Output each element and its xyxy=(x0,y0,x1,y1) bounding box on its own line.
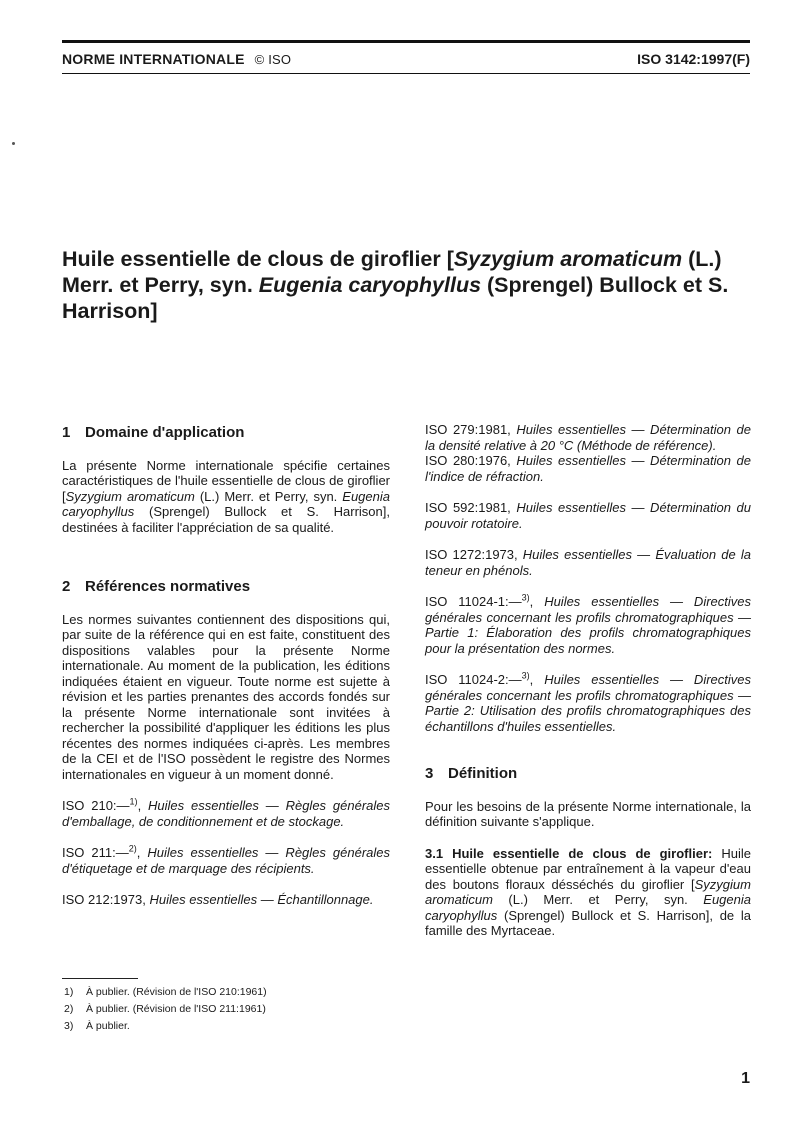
document-title xyxy=(62,246,752,324)
definition-3-1: 3.1 Huile essentielle de clous de giroflier: Huile essentielle obtenue par entraînement à la vapeur d'eau des boutons floraux désséchés du giroflier [Syzygium aromaticum (L.) Merr. et Perry, syn. Eugenia caryophyllus (Sprengel) Bullock et S. Harrison], de la famille des Myrtaceae. xyxy=(425,845,751,938)
section-2-title: Références normatives xyxy=(85,578,251,595)
left-column xyxy=(62,425,390,908)
reference-iso-11024-2: ISO 11024-2:—$^{3)}$, Huiles essentielles — Directives générales concernant les profils chromatographiques — Partie 2: Utilisation des profils chromatographiques des échantillons d'huiles essentielles. xyxy=(425,670,751,734)
margin-mark xyxy=(12,142,15,145)
section-2-heading xyxy=(62,579,390,595)
section-1-text: La présente Norme internationale spécifie certaines caractéristiques de l'huile essentielle de clous de giroflier [Syzygium aromaticum (L.) Merr. et Perry, syn. Eugenia caryophyllus (Sprengel) Bullock et S. Harrison], destinées à faciliter l'appréciation de sa qualité. xyxy=(62,457,390,535)
header-title: NORME INTERNATIONALE xyxy=(62,51,245,67)
section-3-number: 3 xyxy=(425,765,434,782)
section-2-number: 2 xyxy=(62,578,71,595)
reference-iso-211: ISO 211:—$^{2)}$, Huiles essentielles — Règles générales d'étiquetage et de marquage des récipients. xyxy=(62,843,390,876)
footnote-2: 2) À publier. (Révision de l'ISO 211:1961) xyxy=(64,1003,266,1015)
page-number: 1 xyxy=(741,1070,750,1087)
right-column xyxy=(425,422,751,939)
top-rule xyxy=(62,40,750,43)
section-3-title: Définition xyxy=(448,765,518,782)
title-italic-2: Eugenia caryophyllus xyxy=(258,273,482,297)
header-copyright: © ISO xyxy=(254,52,292,67)
section-1-title: Domaine d'application xyxy=(85,424,245,441)
reference-iso-280: ISO 280:1976, Huiles essentielles — Détermination de l'indice de réfraction. xyxy=(425,453,751,484)
reference-iso-592: ISO 592:1981, Huiles essentielles — Détermination du pouvoir rotatoire. xyxy=(425,500,751,531)
section-3-intro: Pour les besoins de la présente Norme internationale, la définition suivante s'applique. xyxy=(425,798,751,829)
reference-iso-210: ISO 210:—$^{1)}$, Huiles essentielles — Règles générales d'emballage, de conditionnement et de stockage. xyxy=(62,796,390,829)
footnote-3: 3) À publier. xyxy=(64,1020,130,1032)
title-italic-1: Syzygium aromaticum xyxy=(453,247,683,271)
title-text-3: (Sprengel) Bullock et S. Harrison] xyxy=(62,273,729,323)
header-standard-ref: ISO 3142:1997(F) xyxy=(637,51,750,67)
section-3-heading xyxy=(425,766,751,782)
footnote-1: 1) À publier. (Révision de l'ISO 210:1961) xyxy=(64,986,267,998)
reference-iso-279: ISO 279:1981, Huiles essentielles — Détermination de la densité relative à 20 °C (Méthode de référence). xyxy=(425,422,751,453)
reference-iso-11024-1: ISO 11024-1:—$^{3)}$, Huiles essentielles — Directives générales concernant les profils chromatographiques — Partie 1: Élaboration des profils chromatographiques pour la présentation des normes. xyxy=(425,592,751,656)
reference-iso-212: ISO 212:1973, Huiles essentielles — Échantillonnage. xyxy=(62,892,374,907)
reference-iso-1272: ISO 1272:1973, Huiles essentielles — Évaluation de la teneur en phénols. xyxy=(425,547,751,578)
header-left xyxy=(62,51,291,67)
title-text-1: Huile essentielle de clous de giroflier [ xyxy=(62,247,454,271)
section-1-heading xyxy=(62,425,390,441)
section-2-intro: Les normes suivantes contiennent des dispositions qui, par suite de la référence qui en est faite, constituent des dispositions valables pour la présente Norme internationale. Au moment de la publication, les éditions indiquées étaient en vigueur. Toute norme est sujette à révision et les parties prenantes des accords fondés sur la présente Norme internationale sont invitées à rechercher la possibilité d'appliquer les éditions les plus récentes des normes indiquées ci-après. Les membres de la CEI et de l'ISO possèdent le registre des Normes internationales en vigueur à un moment donné. xyxy=(62,611,390,782)
section-1-number: 1 xyxy=(62,424,71,441)
header-rule xyxy=(62,73,750,74)
footnote-rule xyxy=(62,978,138,979)
title-text-2: (L.) Merr. et Perry, syn. xyxy=(62,247,722,297)
